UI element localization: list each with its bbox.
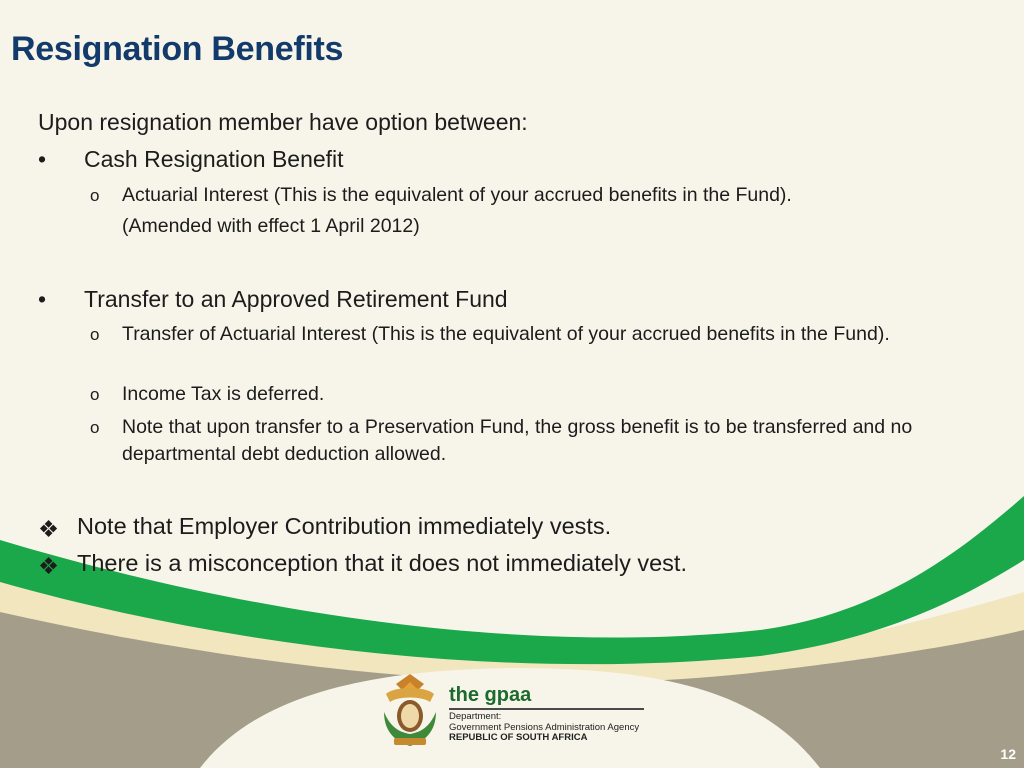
circle-bullet-icon: o	[90, 385, 100, 404]
agency-name: Government Pensions Administration Agency	[449, 721, 640, 733]
bullet-label: Cash Resignation Benefit	[84, 146, 344, 172]
sub-item-text: Actuarial Interest (This is the equivalent of your accrued benefits in the Fund).	[122, 184, 792, 206]
note-text: Note that Employer Contribution immediately vests.	[77, 513, 612, 539]
circle-bullet-icon: o	[90, 418, 100, 437]
sub-item-text: Income Tax is deferred.	[122, 383, 325, 405]
sub-item-text: Transfer of Actuarial Interest (This is the equivalent of your accrued benefits in the Fund).	[122, 323, 890, 345]
diamond-bullet-icon: ❖	[38, 553, 60, 579]
country-name: REPUBLIC OF SOUTH AFRICA	[449, 732, 588, 743]
note-text: There is a misconception that it does not immediately vest.	[77, 550, 687, 576]
bullet-icon: •	[38, 286, 47, 312]
logo-divider	[449, 708, 644, 710]
amendment-note: (Amended with effect 1 April 2012)	[122, 215, 420, 237]
bullet-icon: •	[38, 146, 47, 172]
slide-title: Resignation Benefits	[11, 30, 344, 68]
page-number: 12	[1000, 746, 1016, 762]
bullet-label: Transfer to an Approved Retirement Fund	[84, 286, 508, 312]
circle-bullet-icon: o	[90, 325, 100, 344]
sub-item-text: Note that upon transfer to a Preservation Fund, the gross benefit is to be transferred and no departmental debt deduction allowed.	[122, 416, 913, 465]
diamond-bullet-icon: ❖	[38, 516, 60, 542]
gpaa-name: the gpaa	[449, 684, 532, 706]
circle-bullet-icon: o	[90, 186, 100, 205]
gpaa-logo	[378, 672, 648, 752]
coat-of-arms-icon	[378, 672, 442, 750]
dept-label: Department:	[449, 711, 502, 722]
intro-text: Upon resignation member have option between:	[38, 109, 528, 135]
department-text	[449, 712, 639, 744]
